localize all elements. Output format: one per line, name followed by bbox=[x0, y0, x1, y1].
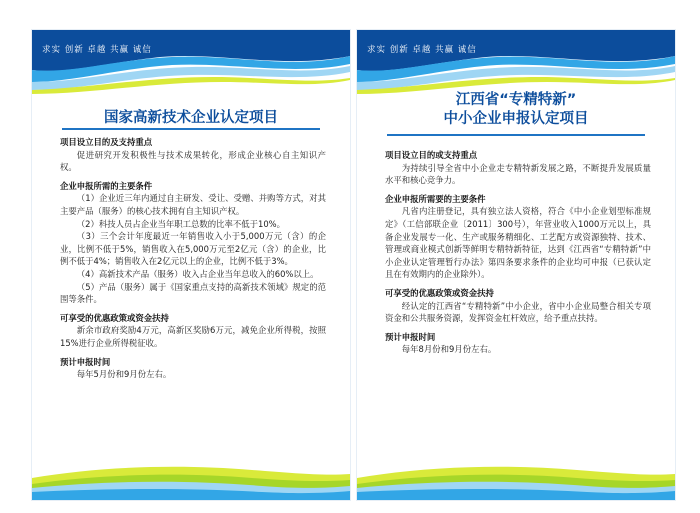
title-divider bbox=[387, 134, 645, 136]
condition-item: （5）产品（服务）属于《国家重点支持的高新技术领域》规定的范围等条件。 bbox=[60, 281, 326, 305]
section-heading-purpose: 项目设立目的或支持重点 bbox=[385, 150, 478, 160]
section-text: 新余市政府奖励4万元，高新区奖励6万元，减免企业所得税，按照15%进行企业所得税征收。 bbox=[60, 325, 326, 348]
section-text: 凡省内注册登记，具有独立法人资格，符合《中小企业划型标准规定》（工信部联企业〔2011〕300号），年营业收入1000万元以上，具备企业发展专一化、生产或服务精细化、工艺配方或资源独特、技术、管理或商业模式创新等鲜明专精特新特征，达到《江西省“专精特新”中小企业认定管理暂行办法》第四条要求条件的企业均可申报（已获认定且在有效期内的企业除外）。 bbox=[385, 206, 651, 280]
section-text: 促进研究开发积极性与技术成果转化，形成企业核心自主知识产权。 bbox=[60, 149, 326, 173]
footer-wave-banner bbox=[357, 458, 675, 500]
poster-title: 国家高新技术企业认定项目 bbox=[104, 110, 278, 126]
title-line-2: 中小企业申报认定项目 bbox=[443, 111, 589, 127]
section-text: 每年8月份和9月份左右。 bbox=[401, 344, 497, 355]
footer-wave-graphic bbox=[32, 458, 350, 500]
condition-item: （1）企业近三年内通过自主研发、受让、受赠、并购等方式，对其主要产品（服务）的核心技术拥有自主知识产权。 bbox=[60, 193, 326, 216]
header-wave-graphic bbox=[32, 30, 350, 110]
slogan-text: 求实 创新 卓越 共赢 诚信 bbox=[367, 45, 477, 55]
condition-item: （3）三个会计年度最近一年销售收入小于5,000万元（含）的企业，比例不低于5%，销售收入在5,000万元至2亿元（含）的企业，比例不低于4%；销售收入在2亿元以上的企业，比例不低于3%。 bbox=[60, 231, 326, 267]
title-divider bbox=[62, 128, 320, 130]
condition-item: （2）科技人员占企业当年职工总数的比率不低于10%。 bbox=[76, 218, 285, 229]
poster-specialized-sme bbox=[357, 30, 675, 500]
poster-high-tech bbox=[32, 30, 350, 500]
section-heading-conditions: 企业申报所需的主要条件 bbox=[60, 180, 153, 191]
section-text: 为持续引导全省中小企业走专精特新发展之路，不断提升发展质量水平和核心竞争力。 bbox=[385, 162, 651, 186]
footer-wave-graphic bbox=[357, 458, 675, 500]
poster-body bbox=[60, 136, 326, 381]
section-heading-purpose: 项目设立目的及支持重点 bbox=[60, 137, 153, 147]
poster-title bbox=[357, 91, 675, 129]
poster-body bbox=[385, 149, 651, 356]
section-heading-benefits: 可享受的优惠政策或资金扶持 bbox=[385, 287, 494, 298]
slogan-text: 求实 创新 卓越 共赢 诚信 bbox=[42, 45, 152, 55]
section-heading-conditions: 企业申报所需要的主要条件 bbox=[385, 193, 486, 204]
header-wave-banner bbox=[32, 30, 350, 110]
section-heading-timing: 预计申报时间 bbox=[385, 331, 436, 342]
title-line-1: 江西省“专精特新” bbox=[455, 92, 577, 108]
footer-wave-banner bbox=[32, 458, 350, 500]
section-text: 每年5月份和9月份左右。 bbox=[76, 369, 172, 380]
section-heading-benefits: 可享受的优惠政策或资金扶持 bbox=[60, 312, 169, 323]
section-heading-timing: 预计申报时间 bbox=[60, 356, 111, 367]
section-text: 经认定的江西省“专精特新”中小企业，省中小企业局整合相关专项资金和公共服务资源，发挥资金杠杆效应，给予重点扶持。 bbox=[385, 300, 651, 324]
condition-item: （4）高新技术产品（服务）收入占企业当年总收入的60%以上。 bbox=[76, 268, 319, 279]
